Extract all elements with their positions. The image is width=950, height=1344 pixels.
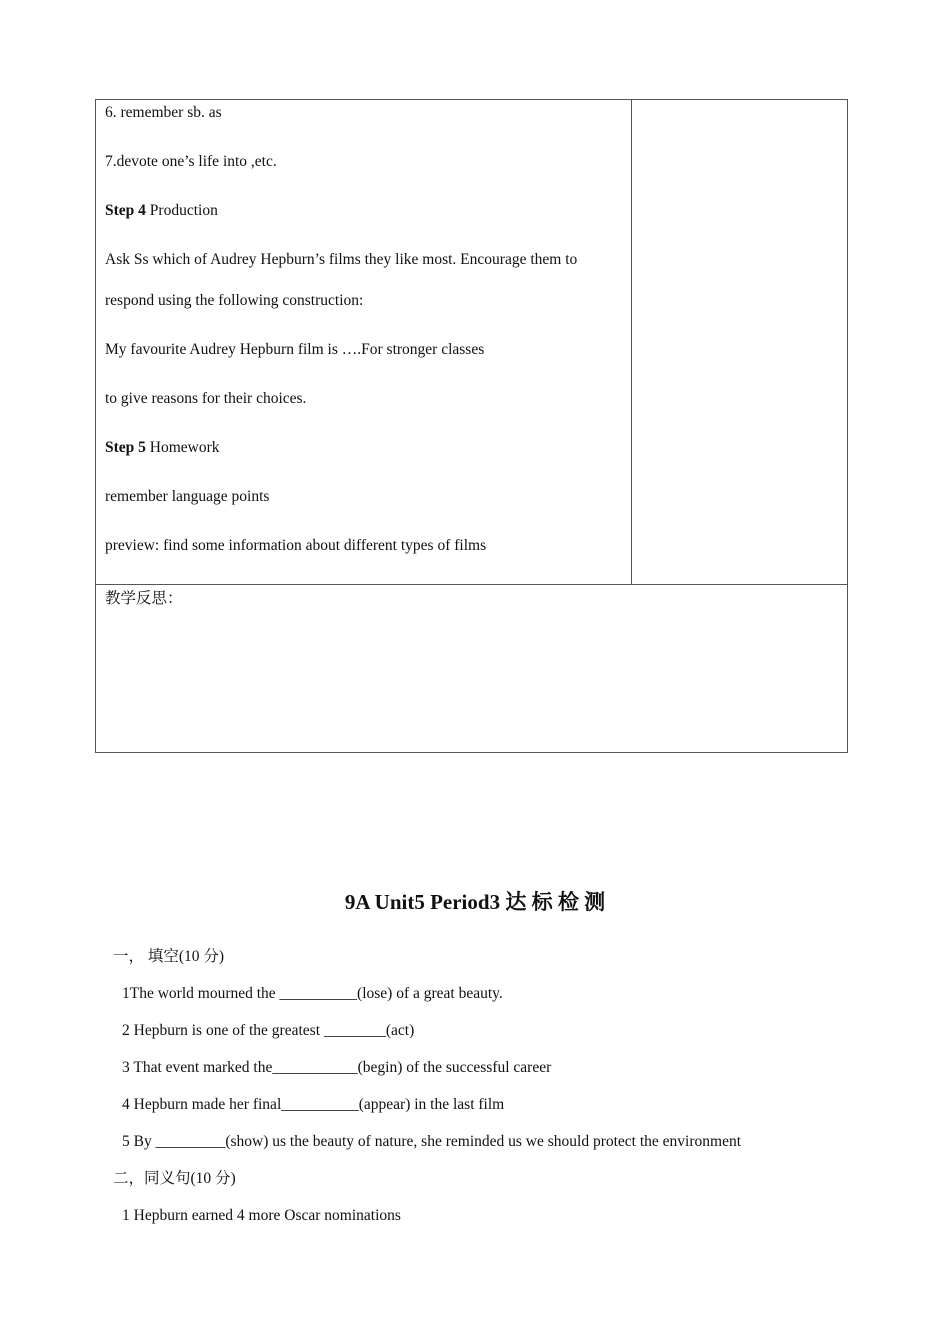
fill-item-3: 3 That event marked the___________(begin) of the successful career xyxy=(122,1059,552,1076)
reflection-label: 教学反思： xyxy=(105,590,183,607)
step4-heading xyxy=(105,201,218,221)
step5-title: Homework xyxy=(149,439,220,456)
step5-heading xyxy=(105,438,220,458)
step4-line-4: to give reasons for their choices. xyxy=(105,390,307,407)
step4-line-2: respond using the following construction: xyxy=(105,292,364,309)
test-title: 9A Unit5 Period3 达 标 检 测 xyxy=(344,890,606,914)
synonym-item-1: 1 Hepburn earned 4 more Oscar nominations xyxy=(122,1207,401,1224)
fill-item-2: 2 Hepburn is one of the greatest ________(act) xyxy=(122,1022,415,1039)
fill-item-4: 4 Hepburn made her final__________(appear) in the last film xyxy=(122,1096,505,1113)
step5-label: Step 5 xyxy=(105,439,146,456)
item-7: 7.devote one’s life into ,etc. xyxy=(105,153,277,170)
step4-title: Production xyxy=(149,202,218,219)
procedure-cell xyxy=(96,100,632,584)
notes-cell xyxy=(632,100,847,584)
item-6: 6. remember sb. as xyxy=(105,104,222,121)
step4-label: Step 4 xyxy=(105,202,146,219)
lesson-plan-table xyxy=(95,99,848,753)
step4-line-1: Ask Ss which of Audrey Hepburn’s films they like most. Encourage them to xyxy=(105,251,578,268)
section1-heading: 一， 填空(10 分) xyxy=(113,948,225,965)
fill-item-5: 5 By _________(show) us the beauty of nature, she reminded us we should protect the environment xyxy=(122,1133,742,1150)
step5-line-2: preview: find some information about different types of films xyxy=(105,537,487,554)
reflection-cell xyxy=(96,584,847,752)
step4-line-3: My favourite Audrey Hepburn film is ….For stronger classes xyxy=(105,341,485,358)
section2-heading: 二，同义句(10 分) xyxy=(113,1170,236,1187)
fill-item-1: 1The world mourned the __________(lose) of a great beauty. xyxy=(122,985,503,1002)
step5-line-1: remember language points xyxy=(105,488,270,505)
